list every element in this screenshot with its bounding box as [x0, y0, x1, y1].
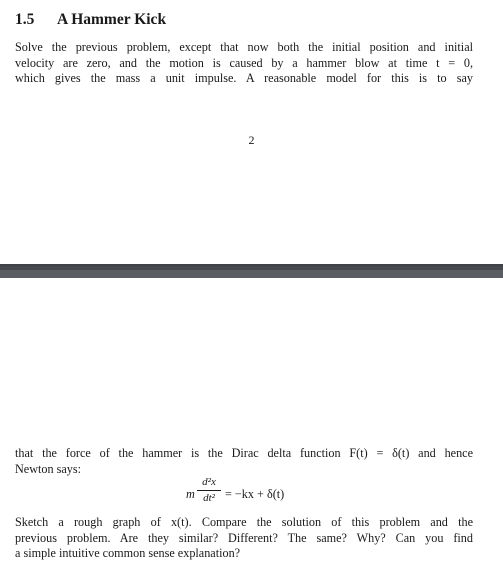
page-divider — [0, 264, 503, 278]
continuation-line: Newton says: — [15, 461, 82, 476]
equation-denominator: dt² — [203, 492, 215, 504]
equation-coefficient: m — [186, 487, 195, 501]
intro-paragraph — [15, 40, 473, 87]
section-number: 1.5 — [15, 11, 35, 28]
equation — [186, 476, 326, 510]
intro-line: velocity are zero, and the motion is caused by a hammer blow at time t = 0, — [15, 55, 473, 70]
equation-fraction — [197, 476, 221, 505]
divider-shade — [0, 266, 503, 270]
equation-rhs: = −kx + δ(t) — [225, 487, 285, 501]
page-top — [0, 0, 503, 264]
continuation-paragraph — [15, 446, 473, 477]
section-title: A Hammer Kick — [57, 11, 167, 28]
intro-line: which gives the mass a unit impulse. A reasonable model for this is to say — [15, 71, 473, 85]
closing-paragraph — [15, 515, 473, 562]
section-heading — [15, 11, 166, 29]
intro-line: Solve the previous problem, except that now both the initial position and initial — [15, 40, 473, 54]
page-number: 2 — [248, 133, 255, 147]
continuation-line: that the force of the hammer is the Dirac delta function F(t) = δ(t) and hence — [15, 446, 473, 460]
closing-line: previous problem. Are they similar? Different? The same? Why? Can you find — [15, 530, 473, 545]
equation-numerator: d²x — [202, 476, 216, 488]
fraction-bar — [197, 490, 221, 491]
closing-line: a simple intuitive common sense explanation? — [15, 546, 241, 560]
closing-line: Sketch a rough graph of x(t). Compare the solution of this problem and the — [15, 515, 473, 529]
